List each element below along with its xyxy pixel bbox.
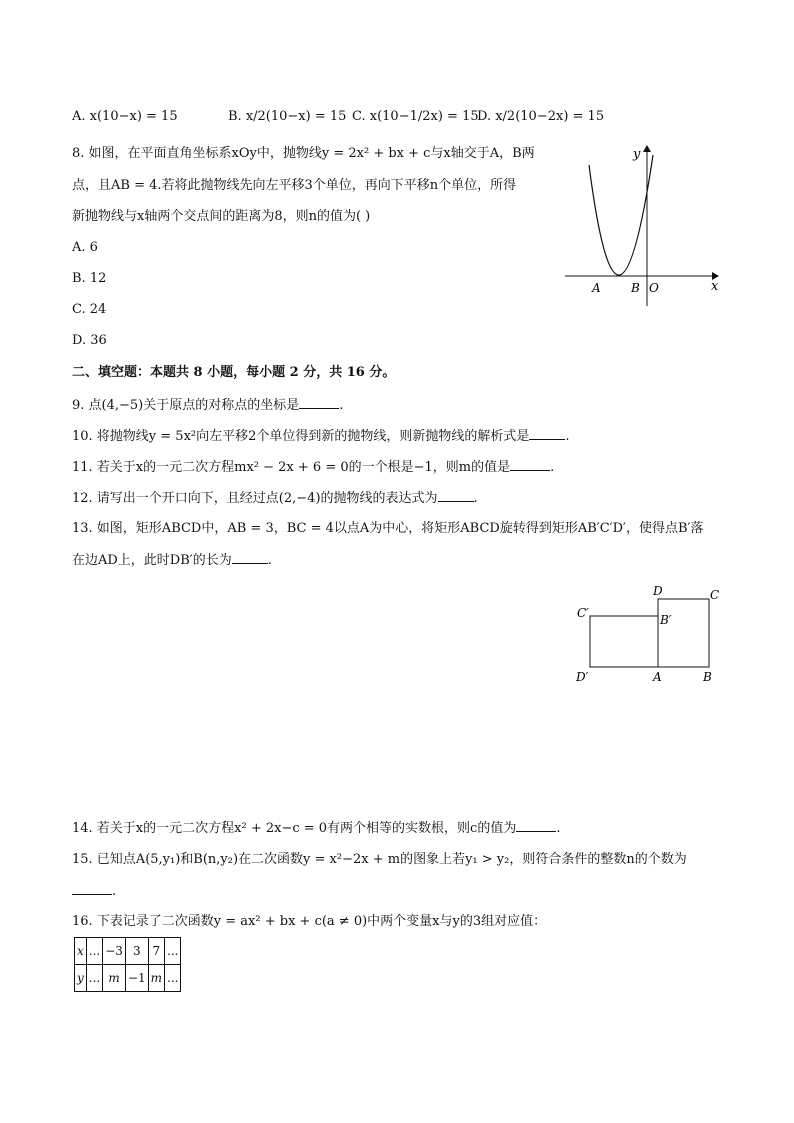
graph-o-label: O [649, 281, 659, 295]
label-c-prime: C′ [577, 606, 589, 620]
table-cell: −1 [125, 965, 148, 992]
table-cell: y [75, 965, 87, 992]
q10-text: 10. 将抛物线y = 5x²向左平移2个单位得到新的抛物线，则新抛物线的解析式是 . [72, 429, 570, 444]
q14-text: 14. 若关于x的一元二次方程x² + 2x−c = 0有两个相等的实数根，则c的值为 . [72, 821, 561, 836]
table-cell: ... [165, 965, 181, 992]
q8-option-c: C. 24 [72, 302, 107, 317]
graph-b-label: B [631, 281, 640, 295]
table-cell: 7 [148, 938, 164, 965]
graph-a-label: A [592, 281, 601, 295]
answer-blank [516, 819, 556, 832]
q12-text: 12. 请写出一个开口向下，且经过点(2,−4)的抛物线的表达式为 . [72, 491, 478, 506]
q9-text: 9. 点(4,−5)关于原点的对称点的坐标是 . [72, 398, 344, 413]
table-row-y [75, 965, 181, 992]
answer-blank [510, 458, 550, 471]
table-cell: m [103, 965, 126, 992]
graph-y-label: y [633, 147, 641, 162]
label-b-prime: B′ [660, 613, 672, 627]
label-d: D [653, 584, 663, 598]
q13-line-2: 在边AD上，此时DB′的长为 . [72, 553, 272, 568]
q8-line-3: 新抛物线与x轴两个交点间的距离为8，则n的值为( ) [72, 209, 371, 224]
table-cell: ... [165, 938, 181, 965]
table-row-x [75, 938, 181, 965]
rect-ab-prime-c-prime-d-prime [590, 616, 658, 667]
graph-x-label: x [711, 279, 719, 294]
answer-blank [299, 396, 339, 409]
q7-option-b: B. x/2(10−x) = 15 [228, 109, 347, 124]
q8-line-2: 点，且AB = 4.若将此抛物线先向左平移3个单位，再向下平移n个单位，所得 [72, 178, 517, 193]
q8-option-d: D. 36 [72, 333, 107, 348]
section-2-heading: 二、填空题：本题共 8 小题，每小题 2 分，共 16 分。 [72, 365, 396, 380]
q15-line-1: 15. 已知点A(5,y₁)和B(n,y₂)在二次函数y = x²−2x + m的图象上若y₁ > y₂，则符合条件的整数n的个数为 [72, 852, 687, 867]
rectangle-figure [570, 580, 730, 690]
answer-blank [438, 489, 474, 502]
q8-option-b: B. 12 [72, 271, 107, 286]
q15-line-2: . [72, 882, 116, 901]
q8-line-1: 8. 如图，在平面直角坐标系xOy中，抛物线y = 2x² + bx + c与x轴交于A，B两 [72, 146, 535, 161]
rect-abcd [658, 599, 709, 667]
answer-blank [232, 551, 268, 564]
value-table [74, 937, 181, 992]
table-cell: 3 [125, 938, 148, 965]
parabola-curve [589, 155, 653, 275]
q11-text: 11. 若关于x的一元二次方程mx² − 2x + 6 = 0的一个根是−1，则m的值是 . [72, 460, 555, 475]
table-cell: −3 [103, 938, 126, 965]
answer-blank [72, 882, 112, 895]
table-cell: ... [86, 938, 102, 965]
label-c: C [710, 588, 720, 602]
label-b: B [703, 670, 712, 684]
label-a: A [653, 670, 662, 684]
table-cell: m [148, 965, 164, 992]
q13-line-1: 13. 如图，矩形ABCD中，AB = 3，BC = 4以点A为中心，将矩形ABCD旋转得到矩形AB′C′D′，使得点B′落 [72, 521, 704, 536]
q16-line-1: 16. 下表记录了二次函数y = ax² + bx + c(a ≠ 0)中两个变量x与y的3组对应值： [72, 914, 547, 929]
q7-option-d: D. x/2(10−2x) = 15 [477, 109, 605, 124]
parabola-graph [560, 140, 730, 310]
table-cell: x [75, 938, 87, 965]
label-d-prime: D′ [576, 670, 589, 684]
q7-option-a: A. x(10−x) = 15 [72, 109, 178, 124]
table-cell: ... [86, 965, 102, 992]
answer-blank [529, 427, 565, 440]
q7-option-c: C. x(10−1/2x) = 15 [352, 109, 479, 124]
q8-option-a: A. 6 [72, 240, 98, 255]
